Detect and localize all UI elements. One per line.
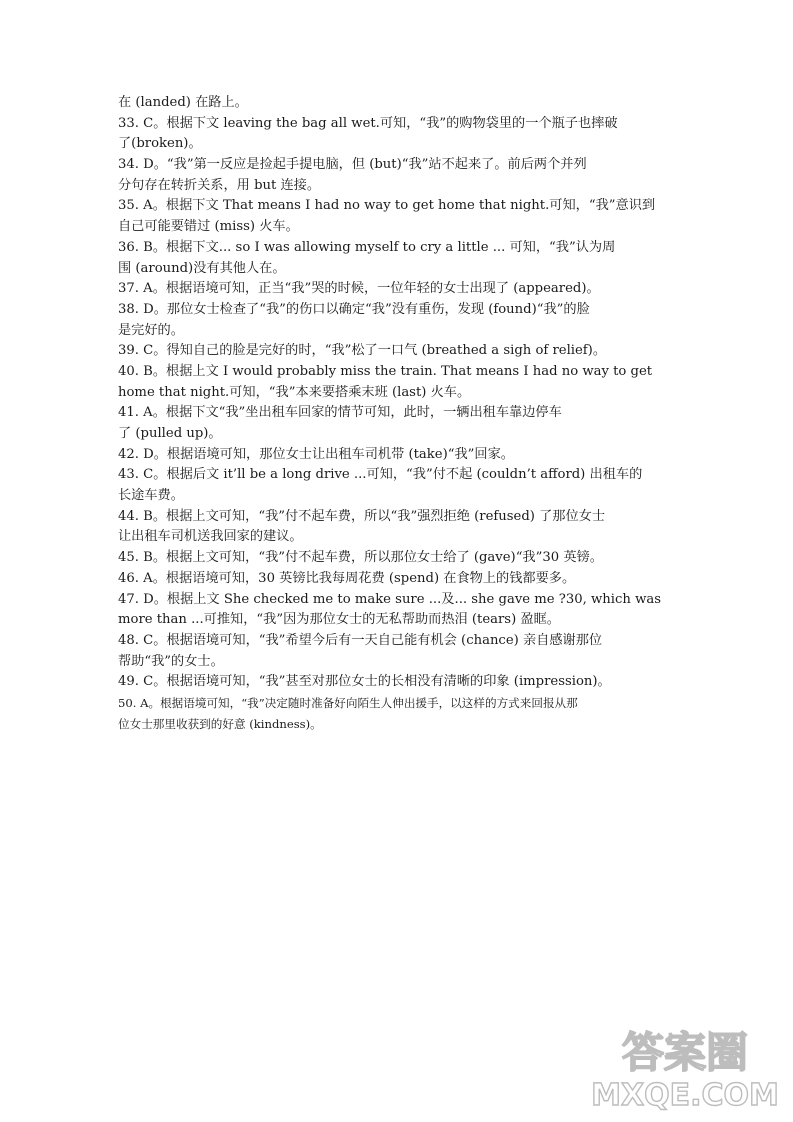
text-line: 让出租车司机送我回家的建议。 xyxy=(118,529,303,545)
text-line: 39. C。得知自己的脸是完好的时，“我”松了一口气 (breathed a sigh of relief)。 xyxy=(118,343,607,359)
text-line: 围 (around)没有其他人在。 xyxy=(118,260,286,276)
text-line: 是完好的。 xyxy=(118,322,184,338)
text-line: 了 (pulled up)。 xyxy=(118,426,222,441)
text-line: 长途车费。 xyxy=(118,488,184,504)
text-line: 41. A。根据下文“我”坐出租车回家的情节可知，此时，一辆出租车靠边停车 xyxy=(118,405,562,421)
text-line: 45. B。根据上文可知，“我”付不起车费，所以那位女士给了 (gave)“我”30 英镑。 xyxy=(118,550,603,566)
logo-bottom-text: MXQE.COM xyxy=(591,1078,779,1113)
text-line: 帮助“我”的女士。 xyxy=(118,653,224,669)
text-line: 37. A。根据语境可知，正当“我”哭的时候，一位年轻的女士出现了 (appeared)。 xyxy=(118,281,600,297)
text-line: 在 (landed) 在路上。 xyxy=(118,95,248,110)
text-line: 50. A。根据语境可知，“我”决定随时准备好向陌生人伸出援手，以这样的方式来回报从那 xyxy=(118,695,578,710)
text-line: home that night.可知，“我”本来要搭乘末班 (last) 火车。 xyxy=(118,384,471,400)
text-line: 44. B。根据上文可知，“我”付不起车费，所以“我”强烈拒绝 (refused) 了那位女士 xyxy=(118,508,606,524)
text-line: 40. B。根据上文 I would probably miss the train. That means I had no way to get xyxy=(118,363,653,379)
text-line: 自己可能要错过 (miss) 火车。 xyxy=(118,219,299,235)
text-line: 36. B。根据下文... so I was allowing myself to cry a little ... 可知，“我”认为周 xyxy=(118,239,616,255)
text-line: 38. D。那位女士检查了“我”的伤口以确定“我”没有重伤，发现 (found)“我”的脸 xyxy=(118,301,590,317)
text-line: 分句存在转折关系，用 but 连接。 xyxy=(118,177,321,193)
site-logo-watermark xyxy=(585,1019,785,1114)
logo-top-text: 答案圈 xyxy=(621,1028,749,1077)
text-line: 46. A。根据语境可知，30 英镑比我每周花费 (spend) 在食物上的钱都要多。 xyxy=(118,570,576,586)
text-line: 35. A。根据下文 That means I had no way to get home that night.可知，“我”意识到 xyxy=(118,198,656,214)
text-line: 位女士那里收获到的好意 (kindness)。 xyxy=(118,716,322,731)
text-line: 48. C。根据语境可知，“我”希望今后有一天自己能有机会 (chance) 亲自感谢那位 xyxy=(118,632,603,648)
answer-explanations xyxy=(118,93,678,734)
text-line: more than ...可推知，“我”因为那位女士的无私帮助而热泪 (tears) 盈眶。 xyxy=(118,612,560,628)
text-line: 42. D。根据语境可知，那位女士让出租车司机带 (take)“我”回家。 xyxy=(118,446,514,462)
text-line: 43. C。根据后文 it’ll be a long drive ...可知，“我”付不起 (couldn’t afford) 出租车的 xyxy=(118,467,643,483)
text-line: 33. C。根据下文 leaving the bag all wet.可知，“我”的购物袋里的一个瓶子也摔破 xyxy=(118,115,618,131)
text-line: 47. D。根据上文 She checked me to make sure ...及... she gave me ?30, which was xyxy=(118,591,661,607)
text-line: 49. C。根据语境可知，“我”甚至对那位女士的长相没有清晰的印象 (impression)。 xyxy=(118,674,611,690)
text-line: 34. D。“我”第一反应是捡起手提电脑，但 (but)“我”站不起来了。前后两个并列 xyxy=(118,157,587,173)
text-line: 了(broken)。 xyxy=(118,136,202,152)
